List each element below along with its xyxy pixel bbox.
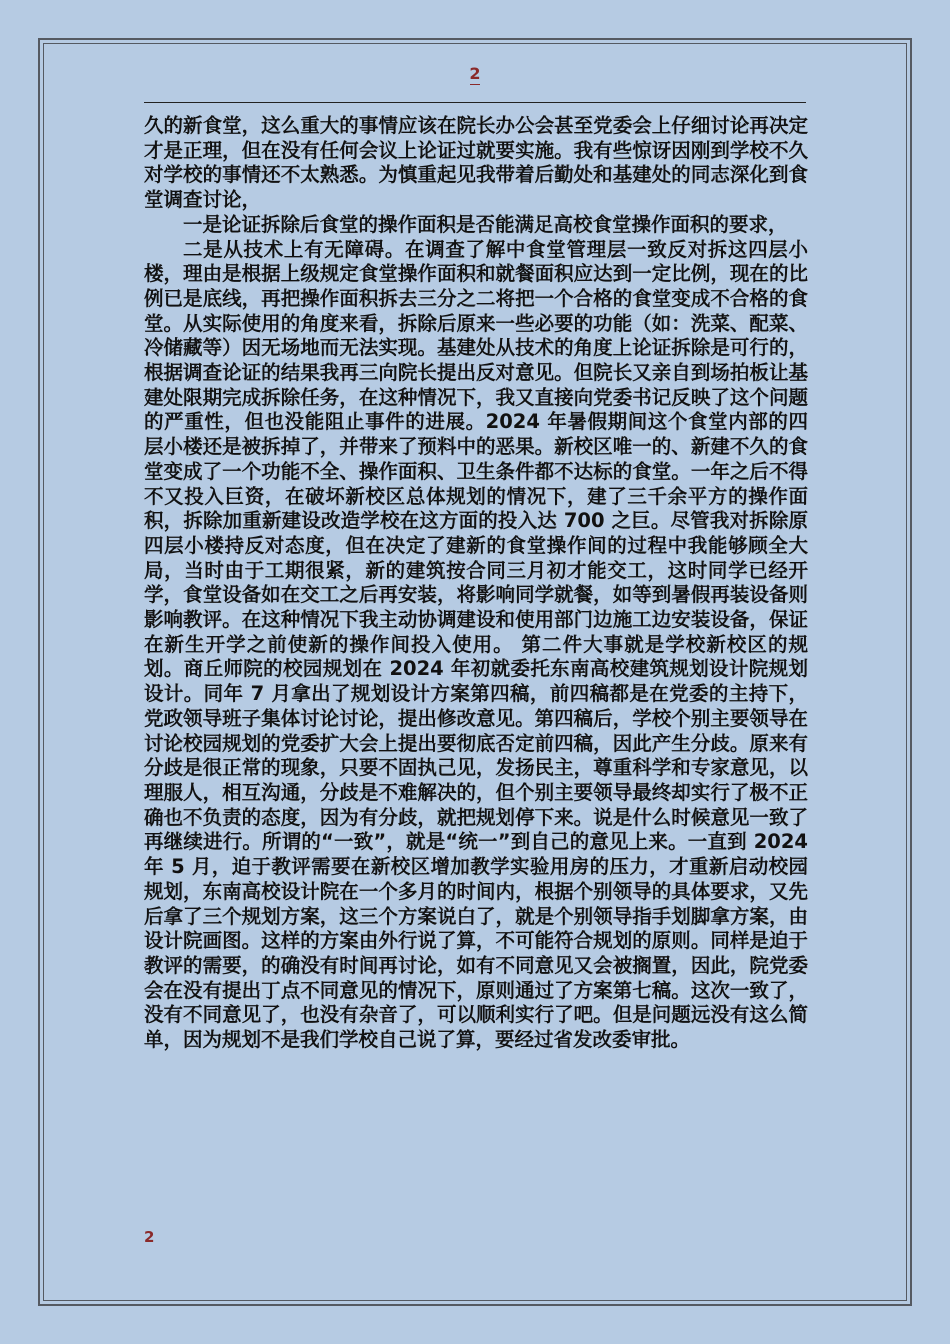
header-divider (144, 102, 806, 103)
footer-page-number: 2 (144, 1228, 155, 1246)
header-page-number-underline (470, 84, 480, 85)
paragraph-point-two: 二是从技术上有无障碍。在调查了解中食堂管理层一致反对拆这四层小楼，理由是根据上级规定食堂操作面积和就餐面积应达到一定比例，现在的比例已是底线，再把操作面积拆去三分之二将把一个合格的食堂变成不合格的食堂。从实际使用的角度来看，拆除后原来一些必要的功能（如：洗菜、配菜、冷储藏等）因无场地而无法实现。基建处从技术的角度上论证拆除是可行的，根据调查论证的结果我再三向院长提出反对意见。但院长又亲自到场拍板让基建处限期完成拆除任务，在这种情况下，我又直接向党委书记反映了这个问题的严重性，但也没能阻止事件的进展。2024 年暑假期间这个食堂内部的四层小楼还是被拆掉了，并带来了预料中的恶果。新校区唯一的、新建不久的食堂变成了一个功能不全、操作面积、卫生条件都不达标的食堂。一年之后不得不又投入巨资，在破坏新校区总体规划的情况下，建了三千余平方的操作面积，拆除加重新建设改造学校在这方面的投入达 700 之巨。尽管我对拆除原四层小楼持反对态度，但在决定了建新的食堂操作间的过程中我能够顾全大局，当时由于工期很紧，新的建筑按合同三月初才能交工，这时同学已经开学，食堂设备如在交工之后再安装，将影响同学就餐，如等到暑假再装设备则影响教评。在这种情况下我主动协调建设和使用部门边施工边安装设备，保证在新生开学之前使新的操作间投入使用。 第二件大事就是学校新校区的规划。商丘师院的校园规划在 2024 年初就委托东南高校建筑规划设计院规划设计。同年 7 月拿出了规划设计方案第四稿，前四稿都是在党委的主持下，党政领导班子集体讨论讨论，提出修改意见。第四稿后，学校个别主要领导在讨论校园规划的党委扩大会上提出要彻底否定前四稿，因此产生分歧。原来有分歧是很正常的现象，只要不固执己见，发扬民主，尊重科学和专家意见，以理服人，相互沟通，分歧是不难解决的，但个别主要领导最终却实行了极不正确也不负责的态度，因为有分歧，就把规划停下来。说是什么时候意见一致了再继续进行。所谓的“一致”，就是“统一”到自己的意见上来。一直到 2024 年 5 月，迫于教评需要在新校区增加教学实验用房的压力，才重新启动校园规划，东南高校设计院在一个多月的时间内，根据个别领导的具体要求，又先后拿了三个规划方案，这三个方案说白了，就是个别领导指手划脚拿方案，由设计院画图。这样的方案由外行说了算，不可能符合规划的原则。同样是迫于教评的需要，的确没有时间再讨论，如有不同意见又会被搁置，因此，院党委会在没有提出丁点不同意见的情况下，原则通过了方案第七稿。这次一致了，没有不同意见了，也没有杂音了，可以顺利实行了吧。但是问题远没有这么简单，因为规划不是我们学校自己说了算，要经过省发改委审批。 (144, 237, 808, 1052)
header-page-number: 2 (469, 64, 481, 83)
paragraph-point-one: 一是论证拆除后食堂的操作面积是否能满足高校食堂操作面积的要求， (183, 212, 788, 236)
document-body (144, 114, 808, 1053)
paragraph-continuation: 久的新食堂，这么重大的事情应该在院长办公会甚至党委会上仔细讨论再决定才是正理，但在没有任何会议上论证过就要实施。我有些惊讶因刚到学校不久对学校的事情还不太熟悉。为慎重起见我带着后勤处和基建处的同志深化到食堂调查讨论， (144, 114, 808, 212)
